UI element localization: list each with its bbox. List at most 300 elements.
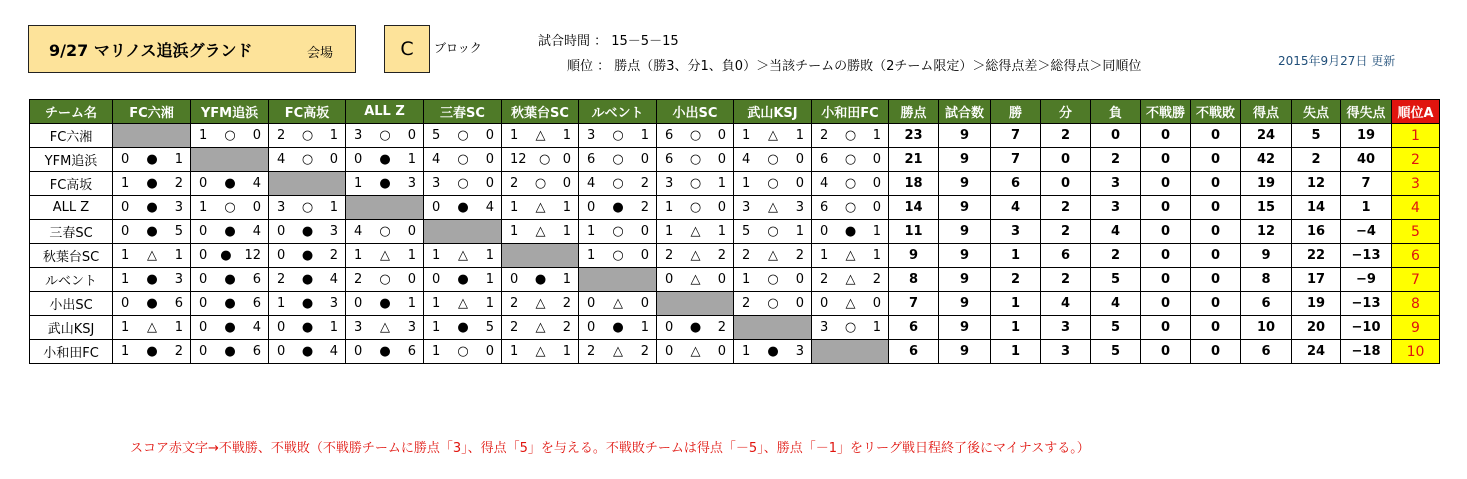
goals-for: 3 [354, 128, 363, 143]
result-mark: ○ [379, 128, 391, 143]
wins: 7 [991, 124, 1041, 148]
result-mark: ○ [844, 176, 857, 191]
result-mark: ● [379, 152, 391, 167]
updated-date: 2015年9月27日 更新 [1278, 54, 1396, 68]
result-mark: ● [301, 296, 314, 311]
column-header: 勝 [991, 100, 1041, 124]
result-mark: ● [379, 344, 391, 359]
default-wins: 0 [1141, 268, 1191, 292]
result-mark: ● [224, 320, 236, 335]
table-header-row [30, 100, 1440, 124]
result-mark: ● [379, 296, 391, 311]
goals-for: 1 [121, 344, 130, 359]
default-losses: 0 [1191, 172, 1241, 196]
result-mark: △ [768, 200, 778, 215]
result-mark: ● [146, 152, 158, 167]
result-mark: △ [380, 320, 390, 335]
result-mark: ○ [301, 128, 314, 143]
goals-against: 4 [252, 176, 261, 191]
column-header: 三春SC [424, 100, 502, 124]
goals-for: 4 [277, 152, 286, 167]
footnote: スコア赤文字→不戦勝、不戦敗（不戦勝チームに勝点「3」、得点「5」を与える。不戦敗チームは得点「－5」、勝点「－1」をリーグ戦日程終了後にマイナスする。） [130, 441, 1090, 456]
goals-for: 0 [199, 224, 208, 239]
result-mark: △ [768, 248, 778, 263]
result-mark: ○ [612, 176, 624, 191]
result-mark: ● [301, 224, 314, 239]
goals-for: 1 [587, 224, 596, 239]
default-wins: 0 [1141, 148, 1191, 172]
match-result [579, 244, 657, 268]
match-result [657, 124, 734, 148]
default-losses: 0 [1191, 316, 1241, 340]
goals-against: 0 [640, 224, 649, 239]
draws: 2 [1041, 196, 1091, 220]
result-mark: ○ [301, 152, 314, 167]
self-match-cell [657, 292, 734, 316]
match-result [502, 340, 579, 364]
table-row [30, 340, 1440, 364]
result-mark: △ [845, 248, 856, 263]
games-played: 9 [939, 316, 991, 340]
losses: 3 [1091, 196, 1141, 220]
goals-against: 5 [174, 224, 183, 239]
goals-for: 1 [121, 272, 130, 287]
goals-for: 3 [742, 200, 751, 215]
goals-against: 0 [329, 152, 338, 167]
result-mark: ● [146, 272, 158, 287]
games-played: 9 [939, 196, 991, 220]
match-result [191, 268, 269, 292]
match-result [734, 244, 812, 268]
goals-against: 2 [795, 248, 804, 263]
result-mark: △ [535, 344, 546, 359]
column-header: チーム名 [30, 100, 113, 124]
column-header: 秋葉台SC [502, 100, 579, 124]
goals-for: 2 [742, 248, 751, 263]
goals-against: 0 [717, 200, 726, 215]
result-mark: ● [224, 296, 236, 311]
result-mark: ● [301, 272, 314, 287]
goals-for: 3 [820, 320, 829, 335]
losses: 5 [1091, 316, 1141, 340]
column-header: 順位A [1392, 100, 1440, 124]
goals-against: 1 [640, 320, 649, 335]
goal-difference: −10 [1341, 316, 1392, 340]
result-mark: △ [535, 128, 546, 143]
goals-for: 2 [587, 344, 596, 359]
goals-for: 1 [587, 248, 596, 263]
goals-against: 3 [795, 200, 804, 215]
games-played: 9 [939, 148, 991, 172]
goals-against: 1 [872, 224, 881, 239]
match-result [657, 268, 734, 292]
result-mark: ○ [379, 272, 391, 287]
wins: 1 [991, 340, 1041, 364]
self-match-cell [346, 196, 424, 220]
result-mark: ○ [844, 128, 857, 143]
rank: 4 [1392, 196, 1440, 220]
wins: 7 [991, 148, 1041, 172]
result-mark: ○ [844, 152, 857, 167]
match-result [812, 124, 889, 148]
goals-against: 3 [174, 200, 183, 215]
goals-against: 1 [329, 200, 338, 215]
match-result [191, 340, 269, 364]
team-name: 武山KSJ [30, 316, 113, 340]
result-mark: ● [301, 248, 314, 263]
match-result [346, 316, 424, 340]
goals-against: 1 [562, 344, 571, 359]
result-mark: ● [224, 224, 236, 239]
column-header: 失点 [1292, 100, 1341, 124]
goals-for: 3 [277, 200, 286, 215]
match-result [113, 340, 191, 364]
goals-against: 0 [872, 200, 881, 215]
goals-for: 6 [820, 152, 829, 167]
match-result [812, 292, 889, 316]
match-result [734, 292, 812, 316]
draws: 4 [1041, 292, 1091, 316]
table-row [30, 316, 1440, 340]
match-result [734, 148, 812, 172]
games-played: 9 [939, 172, 991, 196]
goals-for: 0 [432, 272, 441, 287]
goals-against: 1 [562, 200, 571, 215]
result-mark: ● [379, 176, 391, 191]
result-mark: ○ [301, 200, 314, 215]
goals-against: 2 [640, 200, 649, 215]
goals-for: 1 [665, 200, 674, 215]
result-mark: △ [147, 248, 157, 263]
points: 7 [889, 292, 939, 316]
goals-for: 2 [510, 320, 519, 335]
match-result [191, 196, 269, 220]
self-match-cell [812, 340, 889, 364]
goals-against: 1 [717, 224, 726, 239]
result-mark: △ [458, 248, 468, 263]
goal-difference: −13 [1341, 292, 1392, 316]
goals-against: 1 [329, 128, 338, 143]
match-result [502, 172, 579, 196]
column-header: 不戦敗 [1191, 100, 1241, 124]
games-played: 9 [939, 124, 991, 148]
goals-against: 3 [795, 344, 804, 359]
goals-against: 0 [717, 152, 726, 167]
goals-for: 2 [277, 128, 286, 143]
goals-against: 1 [485, 272, 494, 287]
goal-difference: −4 [1341, 220, 1392, 244]
goals-against: 0 [640, 296, 649, 311]
match-result [346, 148, 424, 172]
result-mark: ● [220, 248, 232, 263]
goals-for: 1 [121, 176, 130, 191]
match-result [424, 148, 502, 172]
match-result [424, 244, 502, 268]
default-wins: 0 [1141, 244, 1191, 268]
goals-against: 3 [329, 224, 338, 239]
self-match-cell [734, 316, 812, 340]
match-result [424, 316, 502, 340]
goals-for: 0 [354, 296, 363, 311]
goals-for: 4 [432, 152, 441, 167]
match-result [734, 196, 812, 220]
losses: 0 [1091, 124, 1141, 148]
rank: 5 [1392, 220, 1440, 244]
match-result [812, 244, 889, 268]
table-row [30, 220, 1440, 244]
result-mark: ○ [844, 320, 857, 335]
draws: 3 [1041, 316, 1091, 340]
result-mark: △ [458, 296, 468, 311]
match-result [734, 340, 812, 364]
venue-name: 9/27 マリノス追浜グランド [49, 41, 253, 60]
result-mark: △ [535, 320, 546, 335]
block-box: C [384, 25, 430, 73]
goals-against: 6 [252, 344, 261, 359]
draws: 2 [1041, 220, 1091, 244]
table-row [30, 124, 1440, 148]
goal-difference: 19 [1341, 124, 1392, 148]
default-wins: 0 [1141, 124, 1191, 148]
rank: 10 [1392, 340, 1440, 364]
goals-for: 0 [354, 152, 363, 167]
goals-for: 0 [199, 248, 208, 263]
goals-for: 2 [820, 272, 829, 287]
points: 11 [889, 220, 939, 244]
goals-against: 0 [485, 344, 494, 359]
result-mark: ○ [689, 176, 702, 191]
goals-against: 4 [252, 224, 261, 239]
result-mark: △ [613, 344, 623, 359]
goals-against: 1 [872, 320, 881, 335]
result-mark: ● [146, 344, 158, 359]
self-match-cell [269, 172, 346, 196]
goals-against: 2 [717, 320, 726, 335]
goal-difference: −18 [1341, 340, 1392, 364]
result-mark: ● [612, 320, 624, 335]
result-mark: ○ [612, 248, 624, 263]
points: 23 [889, 124, 939, 148]
goals-for: 1 [354, 176, 363, 191]
goals-against: 0 [717, 272, 726, 287]
goals-for: 0 [277, 224, 286, 239]
goals-against: 4 [329, 272, 338, 287]
goals-for: 0 [820, 224, 829, 239]
goals-against: 3 [407, 320, 416, 335]
result-mark: ● [146, 296, 158, 311]
points: 18 [889, 172, 939, 196]
block-suffix: ブロック [434, 41, 482, 55]
goals-against: 1 [407, 152, 416, 167]
team-name: 秋葉台SC [30, 244, 113, 268]
goals-against: 4 [252, 320, 261, 335]
rank: 3 [1392, 172, 1440, 196]
match-result [657, 244, 734, 268]
default-losses: 0 [1191, 124, 1241, 148]
result-mark: ● [457, 200, 469, 215]
goals-for: 0 [820, 296, 829, 311]
goals-for: 0 [121, 224, 130, 239]
goals-for: 0 [665, 320, 674, 335]
losses: 4 [1091, 292, 1141, 316]
goals-scored: 19 [1241, 172, 1292, 196]
goals-for: 4 [742, 152, 751, 167]
match-result [113, 268, 191, 292]
goals-against: 1 [485, 248, 494, 263]
match-result [502, 292, 579, 316]
points: 21 [889, 148, 939, 172]
result-mark: ○ [538, 152, 551, 167]
match-result [734, 268, 812, 292]
goals-for: 4 [354, 224, 363, 239]
default-losses: 0 [1191, 220, 1241, 244]
match-result [812, 148, 889, 172]
match-result [812, 316, 889, 340]
column-header: 試合数 [939, 100, 991, 124]
goals-against: 2 [562, 320, 571, 335]
points: 8 [889, 268, 939, 292]
goals-scored: 15 [1241, 196, 1292, 220]
goals-for: 1 [510, 128, 519, 143]
default-wins: 0 [1141, 172, 1191, 196]
goals-against: 0 [640, 152, 649, 167]
goals-against: 0 [562, 176, 571, 191]
draws: 0 [1041, 148, 1091, 172]
goal-difference: 40 [1341, 148, 1392, 172]
goals-against: 0 [872, 176, 881, 191]
result-mark: ● [534, 272, 547, 287]
goals-for: 2 [820, 128, 829, 143]
goals-against: 6 [407, 344, 416, 359]
match-time: 試合時間 ： 15－5－15 [538, 34, 679, 49]
goals-against: 3 [329, 296, 338, 311]
match-result [734, 220, 812, 244]
match-result [424, 172, 502, 196]
match-result [346, 340, 424, 364]
match-result [346, 268, 424, 292]
goals-against: 1 [562, 128, 571, 143]
goals-for: 0 [121, 296, 130, 311]
goals-for: 0 [199, 176, 208, 191]
result-mark: ○ [767, 176, 779, 191]
match-result [502, 268, 579, 292]
result-mark: ● [844, 224, 857, 239]
goals-for: 6 [820, 200, 829, 215]
goals-for: 0 [121, 200, 130, 215]
result-mark: △ [845, 296, 856, 311]
match-result [424, 340, 502, 364]
goals-for: 2 [510, 296, 519, 311]
default-wins: 0 [1141, 340, 1191, 364]
match-result [579, 316, 657, 340]
goals-for: 1 [432, 248, 441, 263]
goals-against: 1 [174, 320, 183, 335]
rank: 8 [1392, 292, 1440, 316]
match-result [812, 268, 889, 292]
match-result [734, 172, 812, 196]
goals-for: 4 [587, 176, 596, 191]
match-result [191, 124, 269, 148]
venue-box [28, 25, 356, 73]
ranking-rule: 順位 ： 勝点（勝3、分1、負0）＞当該チームの勝敗（2チーム限定）＞総得点差＞総得点＞同順位 [567, 59, 1142, 74]
self-match-cell [113, 124, 191, 148]
team-name: 三春SC [30, 220, 113, 244]
match-result [191, 244, 269, 268]
result-mark: △ [690, 224, 701, 239]
goals-against: 0 [795, 272, 804, 287]
match-result [502, 316, 579, 340]
goals-against: 1 [872, 128, 881, 143]
match-result [502, 148, 579, 172]
result-mark: ○ [767, 152, 779, 167]
result-mark: △ [380, 248, 390, 263]
result-mark: ● [457, 272, 469, 287]
match-result [113, 244, 191, 268]
draws: 0 [1041, 172, 1091, 196]
goals-for: 1 [510, 344, 519, 359]
default-wins: 0 [1141, 316, 1191, 340]
match-result [657, 148, 734, 172]
goals-for: 12 [510, 152, 527, 167]
self-match-cell [424, 220, 502, 244]
points: 6 [889, 316, 939, 340]
goals-against: 2 [717, 248, 726, 263]
goals-scored: 24 [1241, 124, 1292, 148]
goals-for: 1 [742, 128, 751, 143]
team-name: 小出SC [30, 292, 113, 316]
result-mark: △ [690, 344, 701, 359]
column-header: 負 [1091, 100, 1141, 124]
result-mark: ● [224, 176, 236, 191]
games-played: 9 [939, 220, 991, 244]
goals-against: 0 [872, 152, 881, 167]
match-result [346, 292, 424, 316]
match-result [113, 172, 191, 196]
goals-conceded: 17 [1292, 268, 1341, 292]
column-header: 武山KSJ [734, 100, 812, 124]
draws: 3 [1041, 340, 1091, 364]
team-name: FC六湘 [30, 124, 113, 148]
losses: 4 [1091, 220, 1141, 244]
match-result [191, 292, 269, 316]
goals-against: 1 [485, 296, 494, 311]
column-header: 得点 [1241, 100, 1292, 124]
team-name: YFM追浜 [30, 148, 113, 172]
match-result [346, 244, 424, 268]
goals-against: 0 [407, 272, 416, 287]
result-mark: ● [612, 200, 624, 215]
match-result [191, 172, 269, 196]
goals-against: 0 [252, 128, 261, 143]
result-mark: ○ [689, 152, 702, 167]
goals-for: 1 [199, 128, 208, 143]
column-header: 分 [1041, 100, 1091, 124]
goals-against: 1 [795, 128, 804, 143]
match-result [191, 220, 269, 244]
goals-for: 1 [277, 296, 286, 311]
goals-against: 2 [562, 296, 571, 311]
goals-for: 1 [742, 344, 751, 359]
result-mark: ● [146, 176, 158, 191]
result-mark: ● [457, 320, 469, 335]
column-header: 小出SC [657, 100, 734, 124]
goals-against: 2 [640, 176, 649, 191]
goals-for: 3 [665, 176, 674, 191]
match-result [269, 316, 346, 340]
goals-against: 0 [485, 128, 494, 143]
goals-for: 3 [354, 320, 363, 335]
default-losses: 0 [1191, 196, 1241, 220]
